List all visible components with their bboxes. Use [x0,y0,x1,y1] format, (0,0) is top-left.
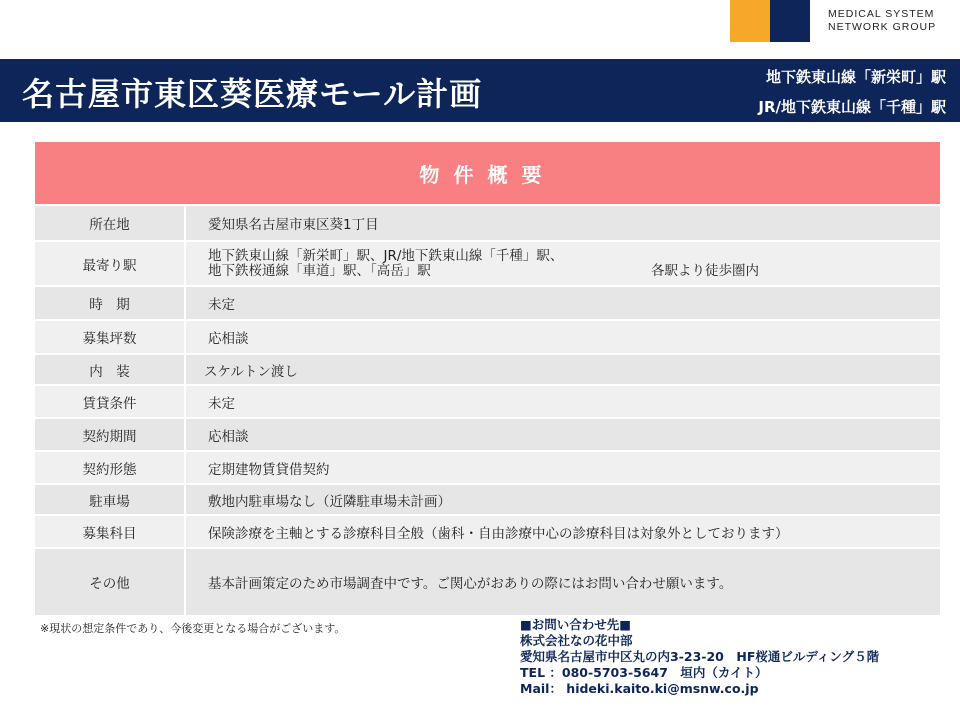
row-label: 時 期 [35,287,184,319]
table-row [35,549,940,615]
station-line-1: 地下鉄東山線「新栄町」駅 [765,68,946,86]
table-row [35,242,940,285]
row-value: 基本計画策定のため市場調査中です。ご関心がおありの際にはお問い合わせ願います。 [186,549,940,615]
station-line-2: JR/地下鉄東山線「千種」駅 [758,98,946,116]
row-value: 敷地内駐車場なし（近隣駐車場未計画） [186,485,940,514]
row-value: 定期建物賃貸借契約 [186,452,940,483]
table-row [35,287,940,319]
logo-navy-block [770,0,810,42]
logo [730,0,810,42]
table-row [35,419,940,450]
property-table [35,142,940,615]
row-label: 駐車場 [35,485,184,514]
row-label: 内 装 [35,355,184,384]
contact-block [520,617,879,697]
table-heading: 物件概要 [35,142,940,204]
station-list-line2: 地下鉄桜通線「車道」駅、「高岳」駅 [208,262,431,279]
row-value: 未定 [186,386,940,417]
table-row [35,452,940,483]
row-value: スケルトン渡し [186,355,940,384]
row-label: 募集坪数 [35,321,184,353]
row-value: 愛知県名古屋市東区葵1丁目 [186,206,940,240]
row-value: 応相談 [186,419,940,450]
brand-line2: NETWORK GROUP [828,21,937,33]
row-label: その他 [35,549,184,615]
row-label: 契約期間 [35,419,184,450]
row-value: 未定 [186,287,940,319]
page-title: 名古屋市東区葵医療モール計画 [22,75,483,113]
contact-heading: ■お問い合わせ先■ [520,617,632,632]
table-row [35,386,940,417]
row-label: 募集科目 [35,516,184,547]
table-row [35,321,940,353]
contact-company: 株式会社なの花中部 [520,633,633,648]
row-label: 所在地 [35,206,184,240]
row-label: 賃貸条件 [35,386,184,417]
contact-mail: Mail： hideki.kaito.ki@msnw.co.jp [520,681,759,696]
row-value: 応相談 [186,321,940,353]
contact-tel: TEL ：080-5703-5647 垣内（カイト） [520,665,768,680]
table-row [35,516,940,547]
brand-line1: MEDICAL SYSTEM [828,8,935,20]
logo-orange-block [730,0,770,42]
table-row [35,206,940,240]
table-row [35,485,940,514]
row-label: 契約形態 [35,452,184,483]
contact-address: 愛知県名古屋市中区丸の内3-23-20 HF桜通ビルディング５階 [520,649,880,664]
title-bar [0,59,960,122]
walk-note: 各駅より徒歩圏内 [651,263,759,279]
table-row [35,355,940,384]
row-value [186,242,940,285]
row-value: 保険診療を主軸とする診療科目全般（歯科・自由診療中心の診療科目は対象外としております） [186,516,940,547]
station-list-line1: 地下鉄東山線「新栄町」駅、JR/地下鉄東山線「千種」駅、 [208,247,564,264]
row-label: 最寄り駅 [35,242,184,285]
brand-name [828,8,936,34]
footnote: ※現状の想定条件であり、今後変更となる場合がございます。 [40,622,346,635]
